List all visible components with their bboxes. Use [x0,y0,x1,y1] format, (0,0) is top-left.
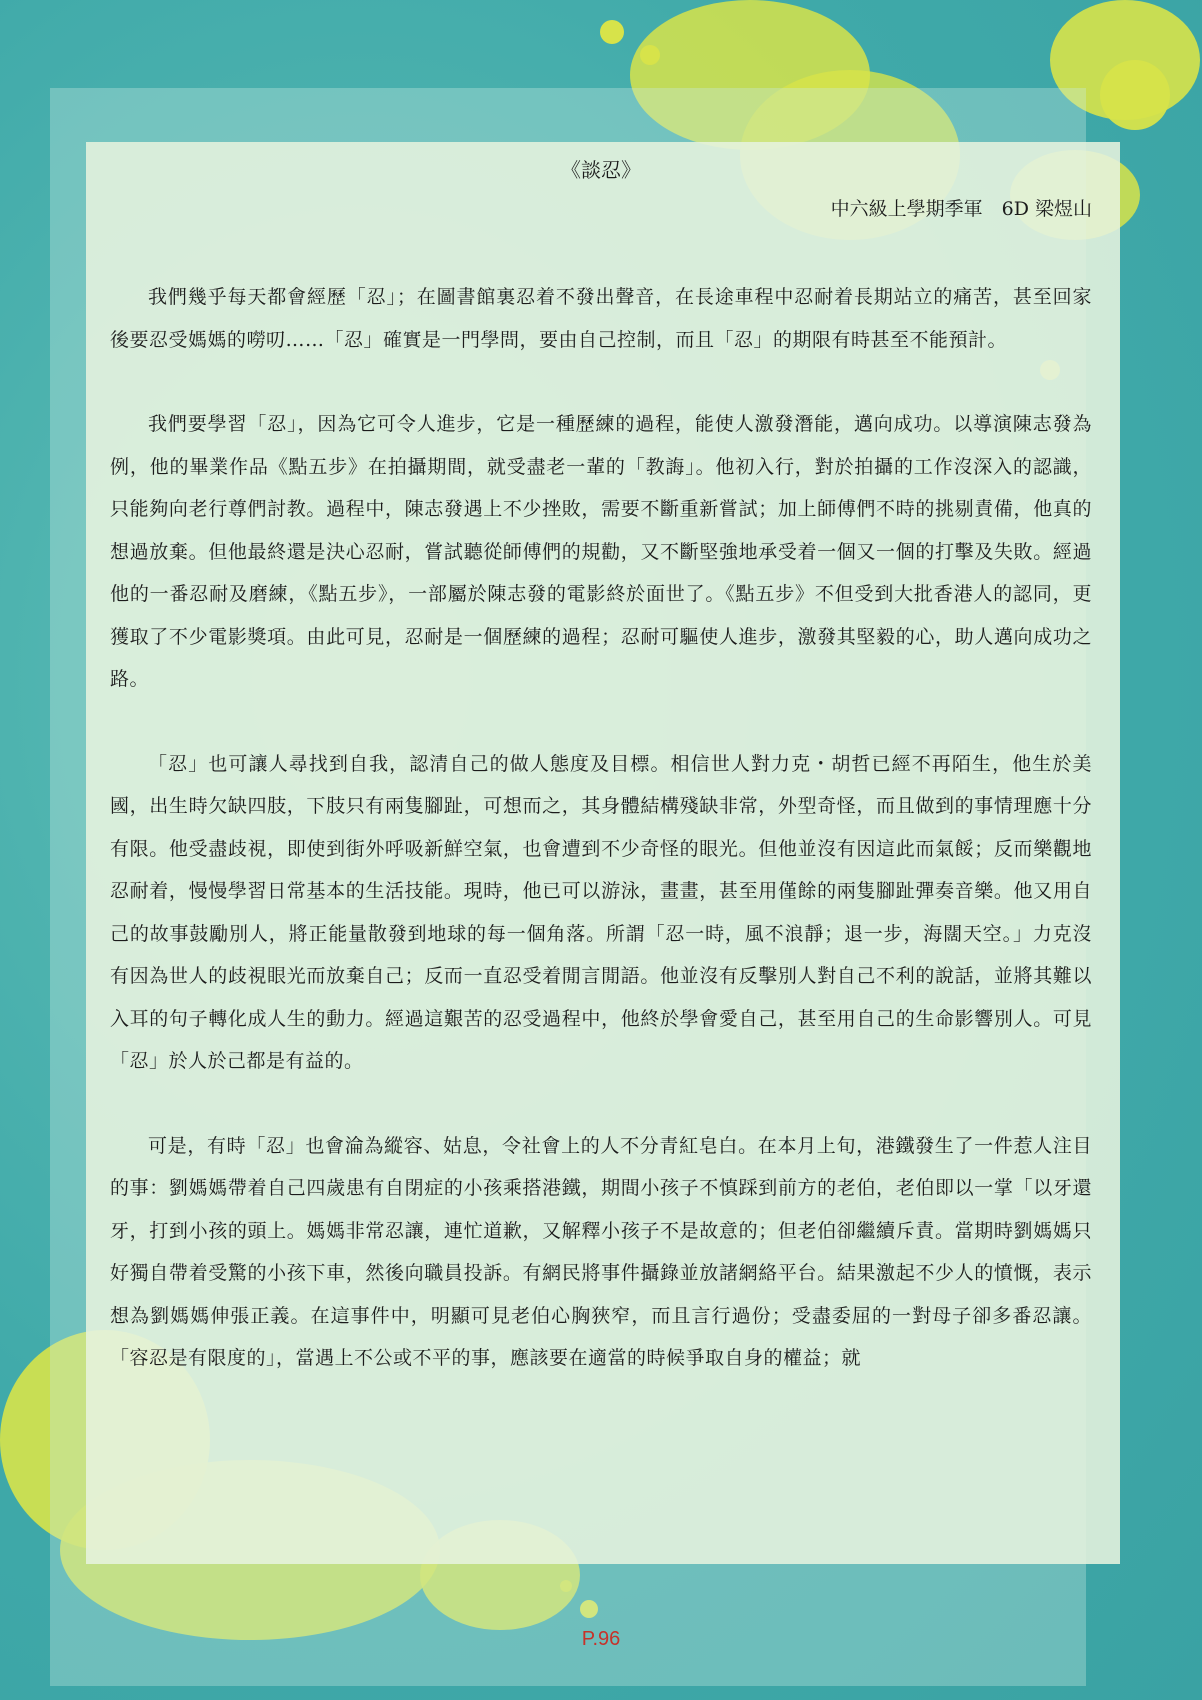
paragraph: 可是，有時「忍」也會淪為縱容、姑息，令社會上的人不分青紅皂白。在本月上旬，港鐵發生了一件惹人注目的事：劉媽媽帶着自己四歲患有自閉症的小孩乘搭港鐵，期間小孩子不慎踩到前方的老伯，老伯即以一掌「以牙還牙，打到小孩的頭上。媽媽非常忍讓，連忙道歉，又解釋小孩子不是故意的；但老伯卻繼續斥責。當期時劉媽媽只好獨自帶着受驚的小孩下車，然後向職員投訴。有網民將事件攝錄並放諸網絡平台。結果激起不少人的憤慨，表示想為劉媽媽伸張正義。在這事件中，明顯可見老伯心胸狹窄，而且言行過份；受盡委屈的一對母子卻多番忍讓。「容忍是有限度的」，當遇上不公或不平的事，應該要在適當的時候爭取自身的權益；就 [110,1134,1092,1369]
splash-decoration [640,45,660,65]
article-title: 《談忍》 [561,158,641,182]
paragraph: 我們要學習「忍」，因為它可令人進步，它是一種歷練的過程，能使人激發潛能，邁向成功。以導演陳志發為例，他的畢業作品《點五步》在拍攝期間，就受盡老一輩的「教誨」。他初入行，對於拍攝的工作沒深入的認識，只能夠向老行尊們討教。過程中，陳志發遇上不少挫敗，需要不斷重新嘗試；加上師傅們不時的挑剔責備，他真的想過放棄。但他最終還是決心忍耐，嘗試聽從師傅們的規勸，又不斷堅強地承受着一個又一個的打擊及失敗。經過他的一番忍耐及磨練，《點五步》，一部屬於陳志發的電影終於面世了。《點五步》不但受到大批香港人的認同，更獲取了不少電影獎項。由此可見，忍耐是一個歷練的過程；忍耐可驅使人進步，激發其堅毅的心，助人邁向成功之路。 [110,413,1092,690]
splash-decoration [600,20,624,44]
article-byline: 中六級上學期季軍 6D 梁煜山 [830,198,1092,220]
paragraph: 「忍」也可讓人尋找到自我，認清自己的做人態度及目標。相信世人對力克・胡哲已經不再陌生，他生於美國，出生時欠缺四肢，下肢只有兩隻腳趾，可想而之，其身體結構殘缺非常，外型奇怪，而且做到的事情理應十分有限。他受盡歧視，即使到街外呼吸新鮮空氣，也會遭到不少奇怪的眼光。但他並沒有因這此而氣餒；反而樂觀地忍耐着，慢慢學習日常基本的生活技能。現時，他已可以游泳，畫畫，甚至用僅餘的兩隻腳趾彈奏音樂。他又用自己的故事鼓勵別人，將正能量散發到地球的每一個角落。所謂「忍一時，風不浪靜；退一步，海闊天空。」力克沒有因為世人的歧視眼光而放棄自己；反而一直忍受着閒言閒語。他並沒有反擊別人對自己不利的說話，並將其難以入耳的句子轉化成人生的動力。經過這艱苦的忍受過程中，他終於學會愛自己，甚至用自己的生命影響別人。可見「忍」於人於己都是有益的。 [110,752,1092,1072]
splash-decoration [1100,60,1170,130]
paragraph: 我們幾乎每天都會經歷「忍」；在圖書館裏忍着不發出聲音，在長途車程中忍耐着長期站立的痛苦，甚至回家後要忍受媽媽的嘮叨……「忍」確實是一門學問，要由自己控制，而且「忍」的期限有時甚至不能預計。 [110,286,1092,351]
page-number: P.96 [581,1628,621,1650]
article [110,156,1092,1422]
